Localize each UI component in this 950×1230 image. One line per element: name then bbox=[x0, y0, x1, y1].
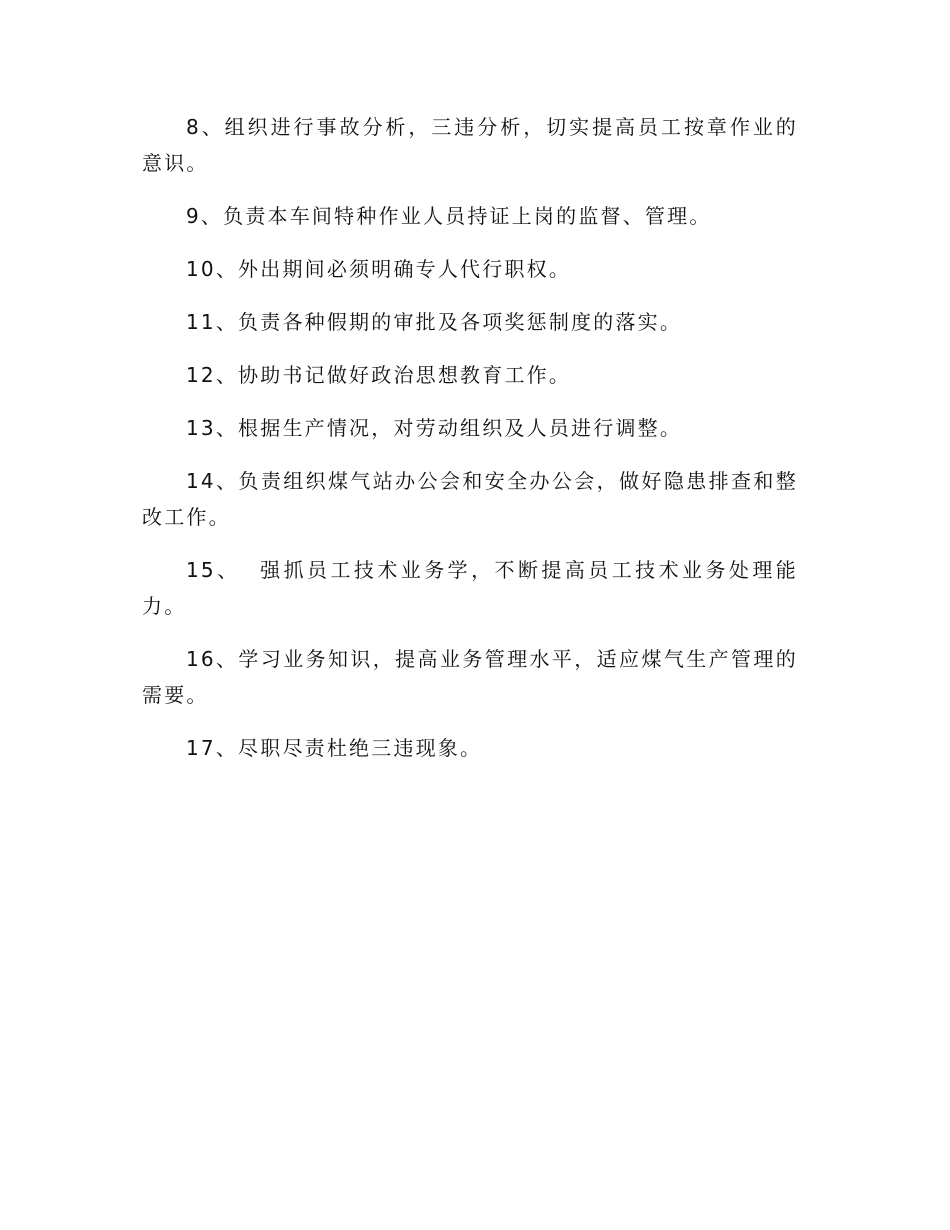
list-item-17: 17、尽职尽责杜绝三违现象。 bbox=[186, 736, 483, 760]
list-item-16: 16、学习业务知识，提高业务管理水平，适应煤气生产管理的需要。 bbox=[142, 647, 798, 707]
list-item-12: 12、协助书记做好政治思想教育工作。 bbox=[186, 363, 572, 387]
list-item-13: 13、根据生产情况，对劳动组织及人员进行调整。 bbox=[186, 416, 683, 440]
list-item-10: 10、外出期间必须明确专人代行职权。 bbox=[186, 257, 572, 281]
list-item-15: 15、 强抓员工技术业务学，不断提高员工技术业务处理能力。 bbox=[142, 558, 798, 618]
list-item-8: 8、组织进行事故分析，三违分析，切实提高员工按章作业的意识。 bbox=[142, 115, 798, 175]
list-item-11: 11、负责各种假期的审批及各项奖惩制度的落实。 bbox=[186, 310, 683, 334]
document-body bbox=[142, 109, 798, 783]
list-item-14: 14、负责组织煤气站办公会和安全办公会，做好隐患排查和整改工作。 bbox=[142, 469, 798, 529]
list-item-9: 9、负责本车间特种作业人员持证上岗的监督、管理。 bbox=[186, 204, 712, 228]
